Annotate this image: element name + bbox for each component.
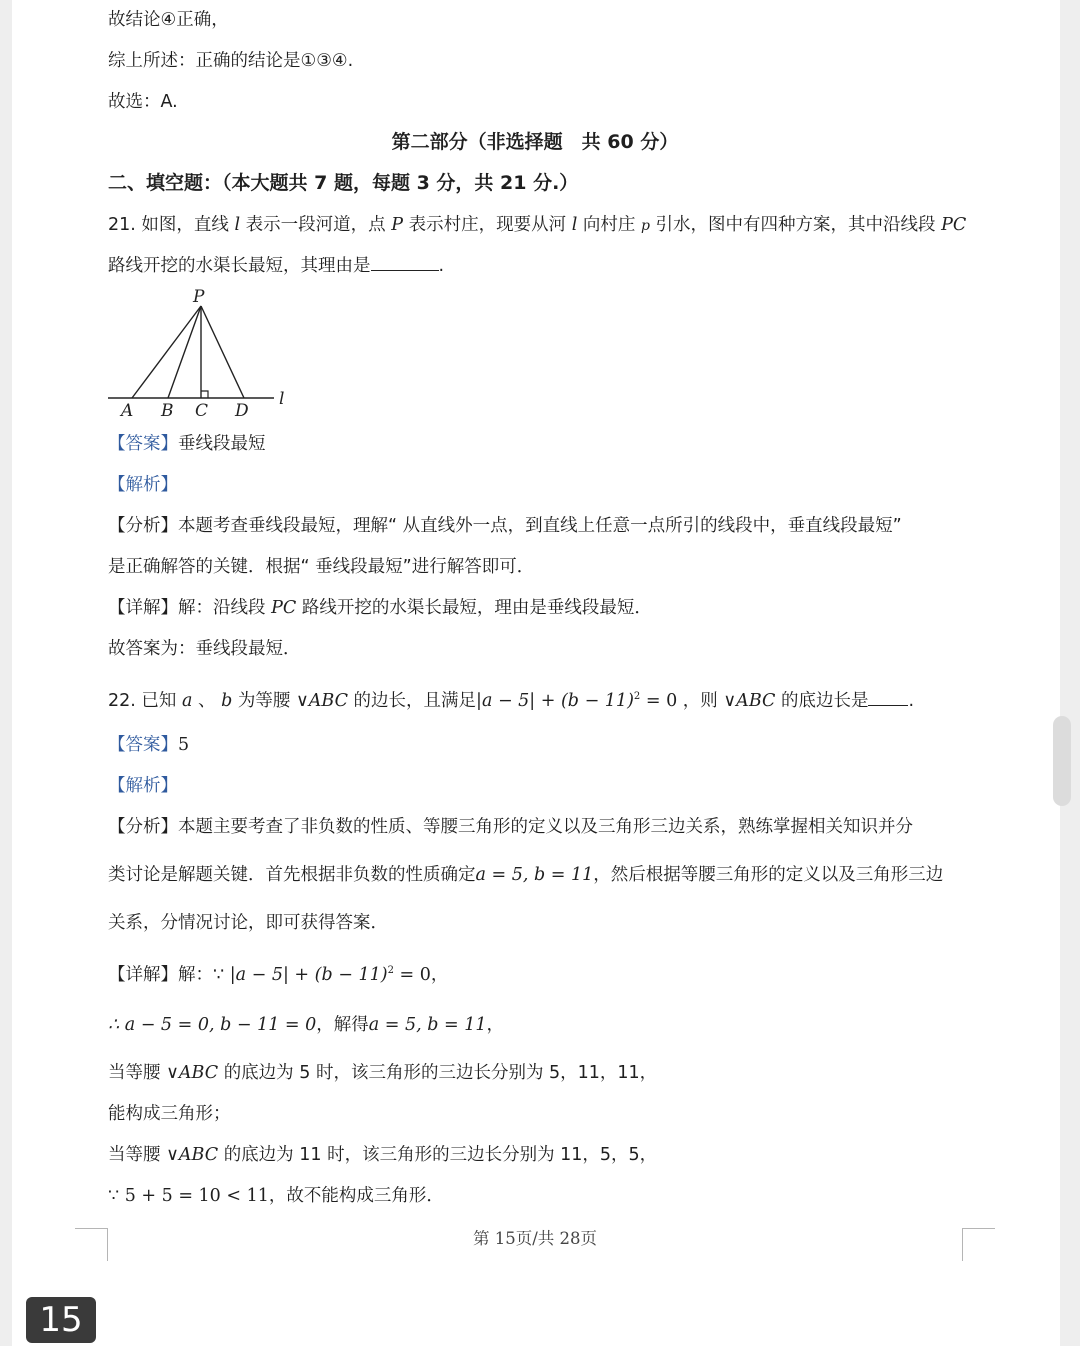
q22-text: 22. 已知: [108, 690, 177, 711]
math-var: P: [391, 215, 404, 235]
page-footer: 第 15页/共 28页: [472, 1229, 598, 1248]
xiangjie-tag: 【详解】: [108, 964, 178, 985]
math-var: b: [221, 690, 233, 711]
q21-text: 路线开挖的水渠长最短，其理由是: [108, 256, 371, 276]
fenxi-text: 类讨论是解题关键．首先根据非负数的性质确定: [108, 865, 476, 885]
math-var: PC: [271, 598, 297, 618]
math-var: ∨ABC: [723, 690, 776, 711]
math-var: l: [571, 215, 578, 235]
text-line: 故结论④正确，: [108, 10, 229, 30]
xiangjie-text: 解：沿线段: [178, 598, 266, 618]
text-line: 故选：A.: [108, 92, 178, 112]
answer-text: 垂线段最短: [178, 434, 266, 454]
fenxi-tag: 【分析】: [108, 516, 178, 536]
xiangjie-text: ，: [430, 964, 449, 985]
solution-text: 的底边为 11 时，该三角形的三边长分别为 11，5，5，: [223, 1145, 658, 1165]
math-expression: = 0: [393, 964, 431, 985]
q22-text: ，则: [682, 690, 718, 711]
solution-step: [108, 1184, 444, 1208]
analysis-tag: 【解析】: [108, 475, 178, 495]
text-line: 能构成三角形；: [108, 1104, 231, 1124]
math-var: PC: [941, 215, 967, 235]
part-heading: 第二部分（非选择题 共 60 分）: [391, 131, 679, 153]
xiangjie-tag: 【详解】: [108, 598, 178, 618]
q21-text: 引水，图中有四种方案，其中沿线段: [655, 215, 936, 235]
detail-21: [108, 596, 652, 620]
label-l: l: [279, 389, 285, 409]
fenxi-text: 本题考查垂线段最短，理解“ 从直线外一点，到直线上任意一点所引的线段中，垂直线段最短”: [178, 516, 902, 536]
solution-text: ，解得: [316, 1015, 369, 1035]
question-22: [108, 685, 914, 713]
q22-text: 为等腰: [237, 690, 291, 711]
q22-text: 的底边长是: [780, 690, 869, 711]
math-var: p: [640, 218, 650, 234]
analysis-22-cont: [108, 863, 943, 887]
answer-blank: [371, 254, 439, 271]
label-C: C: [195, 401, 209, 421]
q21-text: .: [438, 256, 445, 276]
right-angle-mark: [201, 391, 208, 398]
fenxi-text: 本题主要考查了非负数的性质、等腰三角形的定义以及三角形三边关系，熟练掌握相关知识并分: [178, 817, 913, 837]
solution-text: ，: [486, 1015, 505, 1035]
math-exponent: 2: [633, 691, 641, 702]
solution-step: [108, 1143, 657, 1167]
q21-text: 21. 如图，直线: [108, 215, 229, 235]
math-expression: ∵ 5 + 5 = 10 < 11: [108, 1186, 269, 1206]
math-exponent: 2: [387, 965, 394, 976]
math-expression: a = 5, b = 11: [475, 865, 594, 885]
answer-tag: 【答案】: [108, 735, 178, 755]
scrollbar-thumb[interactable]: [1053, 716, 1071, 806]
label-D: D: [235, 401, 249, 421]
math-var: ∨ABC: [295, 690, 348, 711]
question-21: [108, 213, 966, 238]
answer-blank: [868, 689, 908, 706]
xiangjie-text: 解：∵: [178, 964, 225, 985]
solution-text: 的底边为 5 时，该三角形的三边长分别为 5，11，11，: [223, 1063, 658, 1083]
analysis-21: [108, 514, 902, 538]
analysis-tag: 【解析】: [108, 776, 178, 796]
q22-text: 、: [198, 690, 216, 711]
label-B: B: [161, 401, 174, 421]
q22-text: 的边长，且满足: [353, 690, 477, 711]
math-var: l: [234, 215, 241, 235]
analysis-22: [108, 815, 913, 839]
fenxi-text: ，然后根据等腰三角形的定义以及三角形三边: [593, 865, 944, 885]
math-expression: = 0: [640, 690, 678, 711]
page-number-badge: 15: [26, 1297, 96, 1343]
label-P: P: [193, 287, 205, 307]
math-expression: |a − 5| + (b − 11): [476, 690, 634, 711]
q21-text: 向村庄: [582, 215, 636, 235]
solution-text: ，故不能构成三角形．: [268, 1186, 444, 1206]
solution-step: [108, 1013, 504, 1037]
math-expression: a = 5, b = 11: [368, 1015, 487, 1035]
answer-22: [108, 733, 189, 757]
answer-text: 5: [178, 735, 190, 755]
solution-text: 当等腰: [108, 1145, 161, 1165]
solution-step: [108, 1061, 657, 1085]
text-line: 故答案为：垂线段最短．: [108, 639, 301, 659]
solution-text: 当等腰: [108, 1063, 161, 1083]
answer-tag: 【答案】: [108, 434, 178, 454]
text-line: 是正确解答的关键．根据“ 垂线段最短”进行解答即可．: [108, 557, 535, 577]
geometry-figure: [104, 284, 300, 424]
math-expression: |a − 5| + (b − 11): [229, 964, 388, 985]
q21-text: 表示村庄，现要从河: [408, 215, 567, 235]
fenxi-tag: 【分析】: [108, 817, 178, 837]
text-line: 综上所述：正确的结论是①③④.: [108, 51, 354, 71]
question-21-cont: [108, 254, 444, 278]
detail-22: [108, 959, 448, 987]
text-line: 关系，分情况讨论，即可获得答案．: [108, 913, 388, 933]
segment-PD: [201, 306, 244, 398]
q21-text: 表示一段河道，点: [245, 215, 386, 235]
math-expression: ∴ a − 5 = 0, b − 11 = 0: [108, 1015, 317, 1035]
label-A: A: [121, 401, 134, 421]
math-var: a: [181, 690, 193, 711]
answer-21: [108, 432, 266, 456]
math-var: ∨ABC: [166, 1063, 219, 1083]
math-var: ∨ABC: [166, 1145, 219, 1165]
q22-text: .: [908, 690, 915, 711]
section-heading: 二、填空题：（本大题共 7 题，每题 3 分，共 21 分.）: [108, 172, 579, 194]
xiangjie-text: 路线开挖的水渠长最短，理由是垂线段最短．: [301, 598, 652, 618]
segment-PB: [168, 306, 201, 398]
segment-PA: [132, 306, 201, 398]
